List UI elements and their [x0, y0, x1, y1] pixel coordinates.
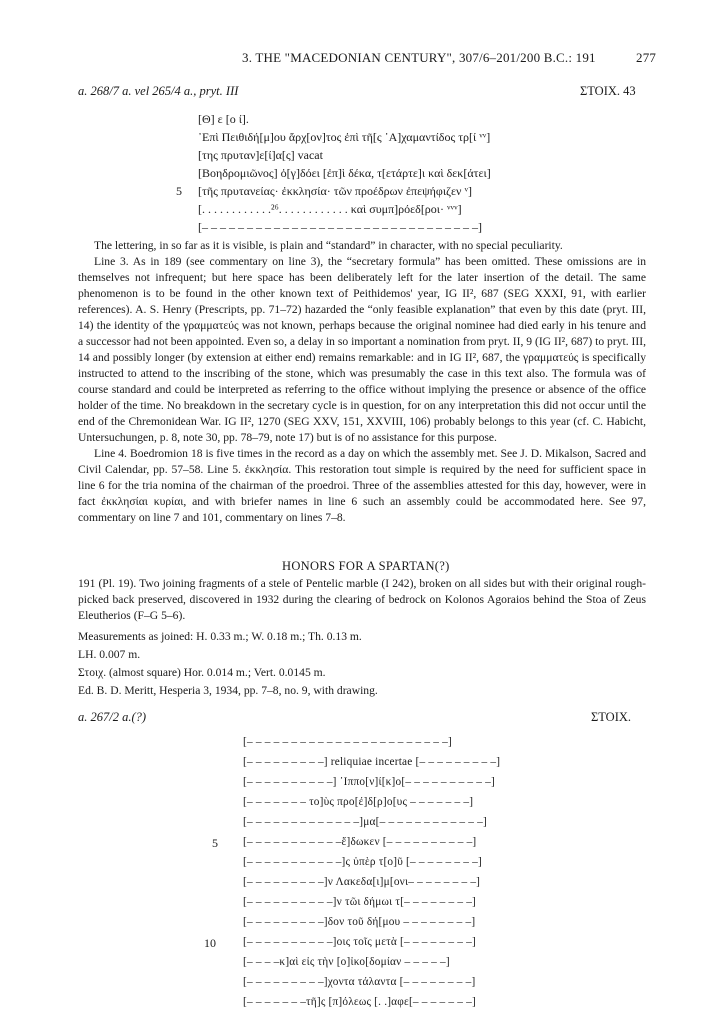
- fragment-line-7: [– – – – – – – – – – –]ς ὑπὲρ τ[ο]ῦ [– – – – – – – –]: [243, 856, 482, 868]
- fragment-line-8: [– – – – – – – – –]ν Λακεδα[ι]μ[ονι– – – – – – – –]: [243, 876, 481, 888]
- commentary-paragraph: Line 4. Boedromion 18 is five times in the record as a day on which the assembly met. See J. D. Mikalson, Sacred and Civil Calendar, pp. 57–58. Line 5. ἐκκλησία. This restoration tout simple is required by the need for sufficient space in line 6 for the tria nomina of the chairman of the proedroi. Three of the assemblies attested for this day, however, were in fact ἐκκλησίαι κυρίαι, and with briefer names in line 6 such an assembly could be accommodated here. See 97, commentary on line 7 and 101, commentary on lines 7–8.: [78, 447, 646, 524]
- fragment-line-12: [– – – –κ]αὶ εἰς τὴν [ο]ἰκο[δομίαν – – – – –]: [243, 956, 450, 968]
- line-number: 10: [204, 936, 216, 950]
- line-number: 5: [176, 184, 182, 198]
- commentary: [78, 238, 646, 526]
- description-text: 191 (Pl. 19). Two joining fragments of a stele of Pentelic marble (I 242), broken on all sides but with their original rough-picked back preserved, discovered in 1932 during the clearing of bedrock on Kolonos Agoraios behind the Stoa of Zeus Eleutherios (F–G 5–6).: [78, 577, 646, 622]
- inscription-line-6: [. . . . . . . . . . . .²⁶. . . . . . . . . . . . καὶ συμπ]ρόεδ[ροι· ᵛᵛᵛ]: [198, 202, 462, 216]
- fragment-line-11: [– – – – – – – – – –]οις τοῖς μετὰ [– – – – – – – –]: [243, 936, 476, 948]
- inscription-date: a. 268/7 a. vel 265/4 a., pryt. III: [78, 84, 239, 98]
- letter-height: LH. 0.007 m.: [78, 648, 141, 661]
- stoich-label: ΣΤΟΙΧ. 43: [580, 84, 636, 98]
- fragment-line-5: [– – – – – – – – – – – – –]μα[– – – – – – – – – – – –]: [243, 816, 487, 828]
- fragment-line-9: [– – – – – – – – – –]ν τῶι δήμωι τ[– – – – – – – –]: [243, 896, 477, 908]
- fragment-line-10: [– – – – – – – – –]δον τοῦ δή[μου – – – – – – – –]: [243, 916, 476, 928]
- inscription-line-2: ᾿Επὶ Πειθιδή[μ]ου ἄρχ[ον]τος ἐπὶ τῆ[ς ᾿Α]χαμαντίδος τρ[ί ᵛᵛ]: [198, 130, 491, 144]
- measurements: Measurements as joined: H. 0.33 m.; W. 0.18 m.; Th. 0.13 m.: [78, 630, 362, 643]
- fragment-line-14: [– – – – – – –τῆ]ς [π]όλεως [. .]αφε[– – – – – – –]: [243, 996, 476, 1008]
- fragment-line-6: [– – – – – – – – – – –ἔ]δωκεν [– – – – – – – – – –]: [243, 836, 477, 848]
- inscription-line-1: [Θ] ε [ο ί].: [198, 112, 249, 126]
- fragment-line-2: [– – – – – – – – –] reliquiae incertae [– – – – – – – – –]: [243, 756, 501, 768]
- fragment-line-4: [– – – – – – – το]ὺς προ[έ]δ[ρ]ο[υς – – – – – – –]: [243, 796, 474, 808]
- commentary-paragraph: The lettering, in so far as it is visible, is plain and “standard” in character, with no special peculiarity.: [94, 239, 563, 252]
- inscription-line-4: [Βοηδρομιῶνος] ὀ[γ]δόει [ἐπ]ὶ δέκα, τ[ετάρτε]ι καὶ δεκ[άτει]: [198, 166, 491, 180]
- running-title: 3. THE "MACEDONIAN CENTURY", 307/6–201/200 B.C.: 191: [242, 50, 596, 65]
- stoich-dimensions: Στοιχ. (almost square) Hor. 0.014 m.; Vert. 0.0145 m.: [78, 666, 326, 679]
- fragment-line-13: [– – – – – – – – –]χοντα τάλαντα [– – – – – – – –]: [243, 976, 476, 988]
- inscription-line-5: [τῆς πρυτανείας· ἐκκλησία· τῶν προέδρων ἐπεψήφιζεν ᵛ]: [198, 184, 473, 198]
- commentary-paragraph: Line 3. As in 189 (see commentary on line 3), the “secretary formula” has been omitted. These omissions are in themselves not infrequent; but here space has been deliberately left for the later insertion of the detail. The same phenomenon is to be found in the other known text of Peithidemos' year, IG II², 687 (SEG XXXI, 91, with earlier references). A. S. Henry (Prescripts, pp. 71–72) hazarded the “only feasible explanation” that even by this date (pryt. III, 14) the identity of the γραμματεύς was not known, perhaps because the original nominee had died early in his tenure and a successor had not been appointed. Even so, a delay in so important a nomination from pryt. II, 9 (IG II², 687) to pryt. III, 14 and possibly longer (by extension at either end) remains remarkable: and in IG II², 687, the γραμματεύς is specifically instructed to attend to the inscribing of the stone, which was presumably the case in this text also. The formula was of course standard and could be interpreted as referring to the office without implying the presence or absence of the office holder of the time. No breakdown in the secretary cycle is in question, for on any interpretation this did not occur until the end of the Chremonidean War. IG II², 1270 (SEG XXV, 151, XXVIII, 106) probably belongs to this year (cf. C. Habicht, Untersuchungen, p. 8, note 30, pp. 78–79, note 17) but is of no assistance for this purpose.: [78, 255, 646, 444]
- fragment-line-1: [– – – – – – – – – – – – – – – – – – – – – – –]: [243, 736, 452, 748]
- inscription-line-7: [– – – – – – – – – – – – – – – – – – – – – – – – – – – – – – –]: [198, 220, 482, 234]
- entry-date: a. 267/2 a.(?): [78, 710, 147, 724]
- inscription-line-3: [της πρυταν]ε[ί]α[ς] vacat: [198, 148, 323, 162]
- entry-description: [78, 576, 646, 624]
- section-title: HONORS FOR A SPARTAN(?): [282, 559, 450, 573]
- line-number: 5: [212, 836, 218, 850]
- fragment-line-3: [– – – – – – – – – –] ᾿Ιππο[ν]ί[κ]ο[– – – – – – – – – –]: [243, 776, 495, 788]
- page-number: 277: [636, 50, 657, 65]
- edition: Ed. B. D. Meritt, Hesperia 3, 1934, pp. 7–8, no. 9, with drawing.: [78, 684, 378, 697]
- stoich-label: ΣΤΟΙΧ.: [591, 710, 632, 724]
